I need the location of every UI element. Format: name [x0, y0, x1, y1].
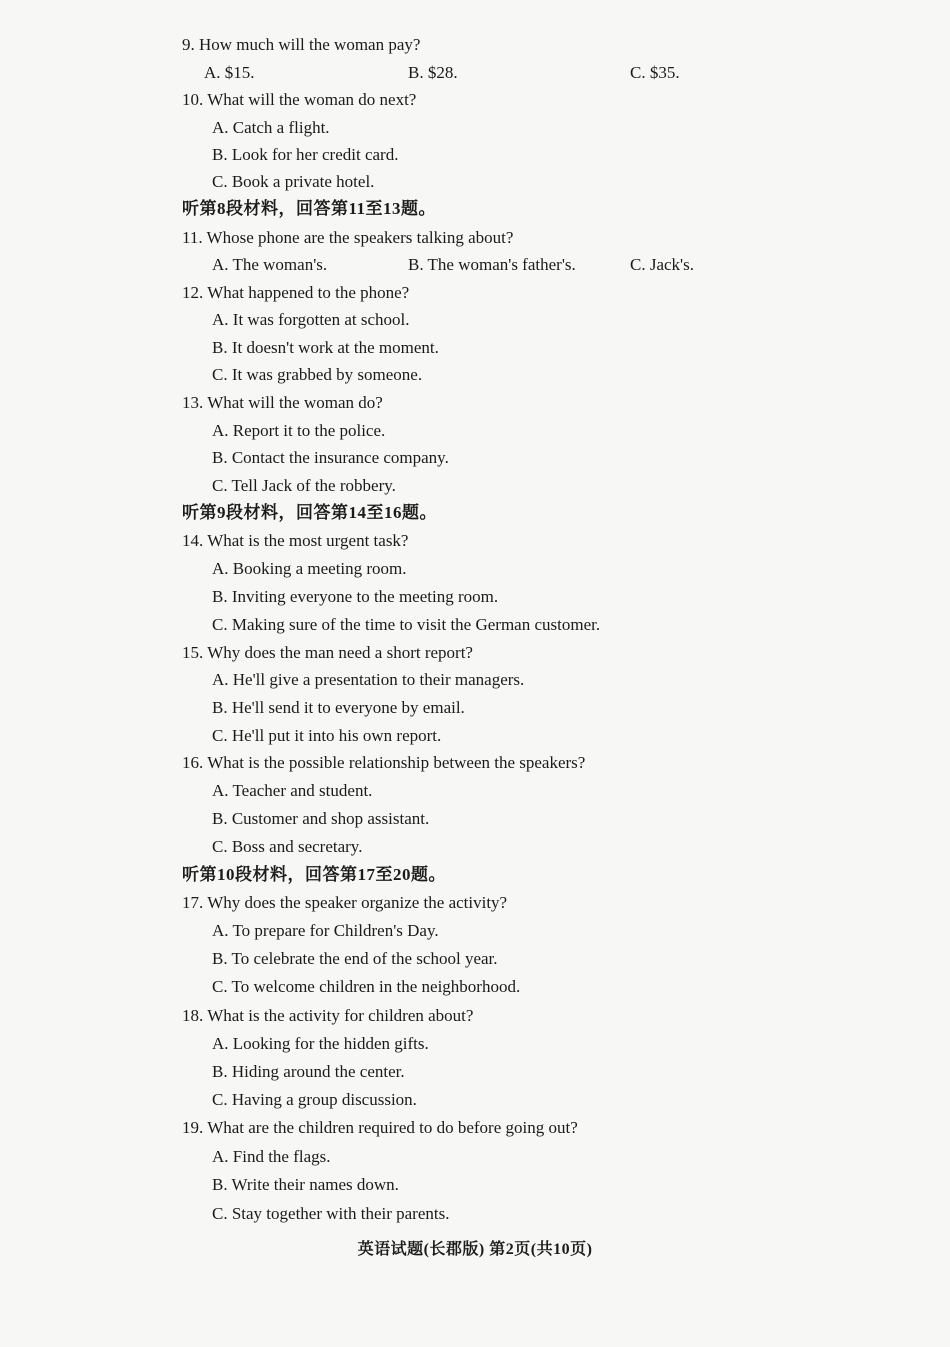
q12-option-a: A. It was forgotten at school.: [212, 310, 410, 329]
q12-option-c: C. It was grabbed by someone.: [212, 365, 423, 384]
question-13: 13. What will the woman do?: [182, 393, 383, 412]
question-12: 12. What happened to the phone?: [182, 283, 410, 302]
q14-option-a: A. Booking a meeting room.: [212, 559, 407, 578]
question-11-options: [0, 254, 950, 276]
q9-option-c: C. $35.: [630, 63, 680, 82]
q16-option-c: C. Boss and secretary.: [212, 837, 363, 856]
q10-option-a: A. Catch a flight.: [212, 118, 330, 137]
q18-option-b: B. Hiding around the center.: [212, 1062, 405, 1081]
q19-option-c: C. Stay together with their parents.: [212, 1204, 450, 1223]
q11-option-c: C. Jack's.: [630, 255, 694, 274]
q19-option-b: B. Write their names down.: [212, 1175, 399, 1194]
q17-option-a: A. To prepare for Children's Day.: [212, 921, 439, 940]
question-9-options: [0, 62, 950, 84]
q14-option-c: C. Making sure of the time to visit the German customer.: [212, 615, 601, 634]
q18-option-a: A. Looking for the hidden gifts.: [212, 1034, 429, 1053]
q18-option-c: C. Having a group discussion.: [212, 1090, 417, 1109]
question-16: 16. What is the possible relationship between the speakers?: [182, 753, 586, 772]
question-18: 18. What is the activity for children about?: [182, 1006, 474, 1025]
q16-option-b: B. Customer and shop assistant.: [212, 809, 430, 828]
question-17: 17. Why does the speaker organize the activity?: [182, 893, 508, 912]
q10-option-c: C. Book a private hotel.: [212, 172, 375, 191]
section-10-heading: 听第10段材料，回答第17至20题。: [182, 865, 446, 884]
section-9-heading: 听第9段材料，回答第14至16题。: [182, 503, 437, 522]
question-11: 11. Whose phone are the speakers talking about?: [182, 228, 514, 247]
q15-option-a: A. He'll give a presentation to their managers.: [212, 670, 525, 689]
q10-option-b: B. Look for her credit card.: [212, 145, 399, 164]
question-14: 14. What is the most urgent task?: [182, 531, 409, 550]
page-footer: 英语试题(长郡版) 第2页(共10页): [357, 1241, 593, 1258]
q13-option-c: C. Tell Jack of the robbery.: [212, 476, 396, 495]
q17-option-c: C. To welcome children in the neighborhood.: [212, 977, 521, 996]
q12-option-b: B. It doesn't work at the moment.: [212, 338, 439, 357]
question-19: 19. What are the children required to do before going out?: [182, 1118, 578, 1137]
q11-option-a: A. The woman's.: [212, 255, 328, 274]
q13-option-a: A. Report it to the police.: [212, 421, 386, 440]
question-10: 10. What will the woman do next?: [182, 90, 417, 109]
question-9: 9. How much will the woman pay?: [182, 35, 421, 54]
q11-option-b: B. The woman's father's.: [408, 255, 576, 274]
q19-option-a: A. Find the flags.: [212, 1147, 331, 1166]
question-15: 15. Why does the man need a short report?: [182, 643, 473, 662]
q9-option-a: A. $15.: [204, 63, 255, 82]
q9-option-b: B. $28.: [408, 63, 458, 82]
q17-option-b: B. To celebrate the end of the school year.: [212, 949, 498, 968]
q14-option-b: B. Inviting everyone to the meeting room.: [212, 587, 499, 606]
section-8-heading: 听第8段材料，回答第11至13题。: [182, 199, 437, 218]
q15-option-c: C. He'll put it into his own report.: [212, 726, 442, 745]
q15-option-b: B. He'll send it to everyone by email.: [212, 698, 465, 717]
q13-option-b: B. Contact the insurance company.: [212, 448, 449, 467]
q16-option-a: A. Teacher and student.: [212, 781, 373, 800]
